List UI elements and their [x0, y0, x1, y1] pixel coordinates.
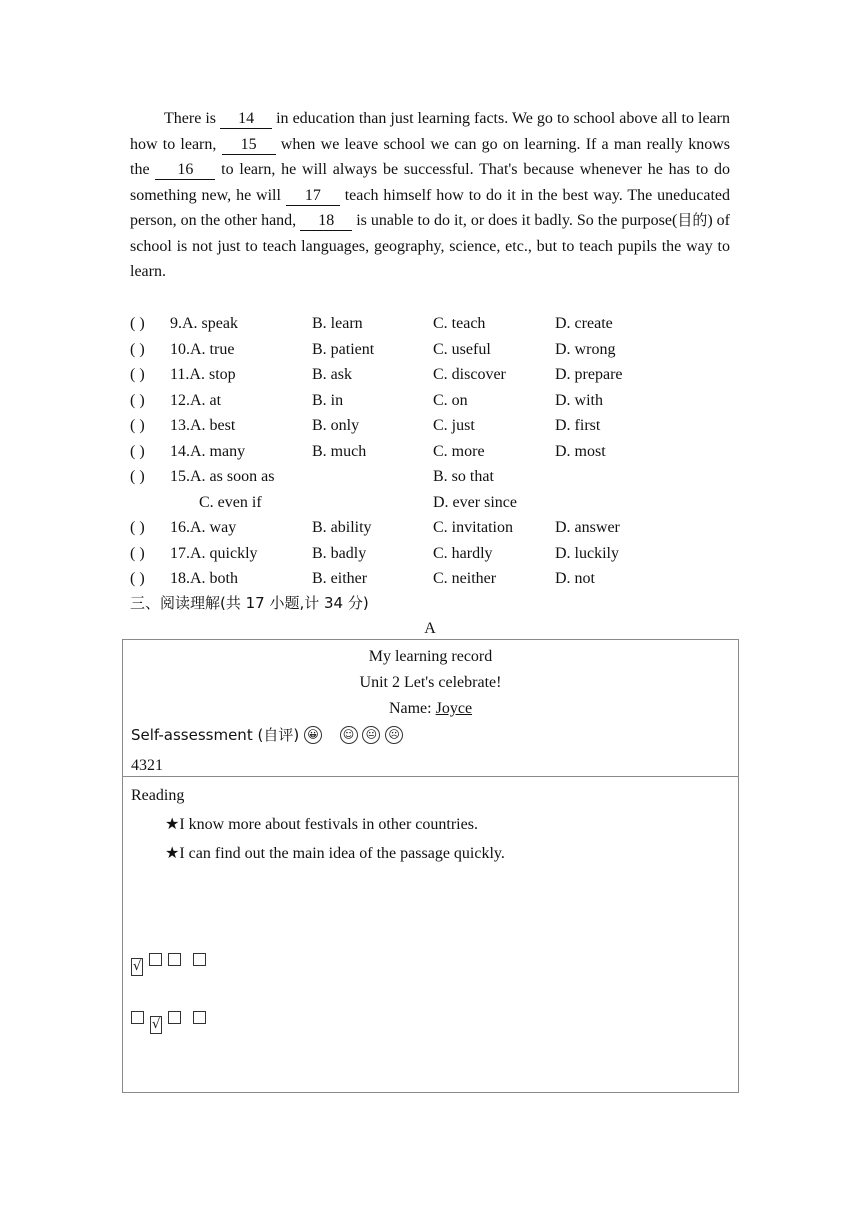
- blank-18: 18: [300, 212, 352, 231]
- grin-face-icon: 😀: [304, 726, 322, 744]
- blank-15: 15: [222, 136, 276, 155]
- option-a: 18.A. both: [170, 570, 238, 587]
- option-row-16: [130, 515, 750, 541]
- option-c: C. even if: [199, 493, 262, 511]
- options-list: [130, 311, 750, 592]
- reading-label: Reading: [131, 787, 185, 804]
- learning-record-table: [122, 639, 739, 1093]
- reading-goal-2: ★I can find out the main idea of the passage quickly.: [165, 845, 505, 862]
- answer-paren[interactable]: ( ): [130, 340, 145, 358]
- passage-text: when we leave school we can go on learning. If a man really knows the: [130, 135, 730, 178]
- name-value: Joyce: [435, 700, 473, 717]
- option-d: D. not: [555, 570, 595, 587]
- option-d: D. luckily: [555, 544, 619, 562]
- option-row-15: [130, 464, 750, 490]
- option-b: B. patient: [312, 340, 375, 358]
- option-a: 9.A. speak: [170, 315, 238, 332]
- option-a: 16.A. way: [170, 519, 237, 536]
- section-title: 三、阅读理解(共 17 小题,计 34 分): [130, 594, 369, 612]
- option-b: B. so that: [433, 468, 494, 485]
- option-d: D. prepare: [555, 366, 623, 383]
- option-b: B. ability: [312, 519, 372, 536]
- option-b: B. ask: [312, 366, 352, 383]
- rating-row-1: [131, 952, 212, 976]
- checked-box-icon[interactable]: √: [133, 959, 142, 974]
- option-row-9: [130, 311, 750, 337]
- option-c: C. on: [433, 391, 468, 409]
- option-row-14: [130, 439, 750, 465]
- checkbox-icon[interactable]: [131, 1011, 144, 1024]
- option-d: D. most: [555, 442, 606, 460]
- passage-paragraph: [130, 106, 730, 285]
- option-d: D. answer: [555, 519, 620, 536]
- checkbox-icon[interactable]: [193, 953, 206, 966]
- option-d: D. with: [555, 391, 603, 409]
- option-row-18: [130, 566, 750, 592]
- option-a: 15.A. as soon as: [170, 468, 275, 485]
- sad-face-icon: ☹: [385, 726, 403, 744]
- cloze-passage: [130, 106, 730, 285]
- option-c: C. neither: [433, 570, 497, 587]
- blank-17: 17: [286, 187, 340, 206]
- option-row-15-cont: [130, 490, 750, 516]
- option-row-17: [130, 541, 750, 567]
- answer-paren[interactable]: ( ): [130, 417, 145, 434]
- blank-16: 16: [155, 161, 215, 180]
- record-unit: Unit 2 Let's celebrate!: [359, 674, 502, 691]
- option-c: C. more: [433, 442, 485, 460]
- reading-goal-1: ★I know more about festivals in other countries.: [165, 816, 478, 833]
- option-row-13: [130, 413, 750, 439]
- option-a: 17.A. quickly: [170, 544, 258, 562]
- checked-box-icon[interactable]: √: [152, 1017, 161, 1032]
- checkbox-icon[interactable]: [193, 1011, 206, 1024]
- option-c: C. teach: [433, 315, 486, 332]
- passage-text: to learn, he will always be successful. That's because whenever he has to do something new, he will: [130, 161, 730, 204]
- answer-paren[interactable]: ( ): [130, 366, 145, 383]
- option-a: 14.A. many: [170, 442, 246, 460]
- passage-text: is unable to do it, or does it badly. So the purpose(: [352, 212, 678, 229]
- option-row-12: [130, 388, 750, 414]
- passage-text: There is: [164, 110, 221, 127]
- option-c: C. discover: [433, 366, 506, 383]
- record-header-cell: [123, 640, 738, 777]
- passage-text: in education than just learning facts. We go to school above all to learn how to learn,: [130, 110, 730, 153]
- record-name: [123, 700, 738, 718]
- answer-paren[interactable]: ( ): [130, 442, 145, 460]
- option-row-11: [130, 362, 750, 388]
- checkbox-icon[interactable]: [168, 953, 181, 966]
- record-title: My learning record: [368, 648, 493, 665]
- checkbox-icon[interactable]: [149, 953, 162, 966]
- answer-paren[interactable]: ( ): [130, 468, 145, 485]
- option-a: 11.A. stop: [170, 366, 236, 383]
- rating-row-2: [131, 1010, 212, 1034]
- option-b: B. learn: [312, 315, 363, 332]
- option-d: D. create: [555, 315, 613, 332]
- option-b: B. badly: [312, 544, 367, 562]
- option-b: B. either: [312, 570, 368, 587]
- name-label: Name:: [388, 700, 436, 717]
- purpose-chinese: 目的: [677, 211, 708, 229]
- option-c: C. hardly: [433, 544, 493, 562]
- option-d: D. wrong: [555, 340, 616, 358]
- option-b: B. much: [312, 442, 367, 460]
- blank-14: 14: [220, 110, 272, 129]
- smile-face-icon: ☺: [340, 726, 358, 744]
- option-c: C. invitation: [433, 519, 513, 536]
- answer-paren[interactable]: ( ): [130, 544, 145, 562]
- option-b: B. only: [312, 417, 360, 434]
- passage-label-a: A: [424, 620, 436, 637]
- option-a: 13.A. best: [170, 417, 236, 434]
- option-row-10: [130, 337, 750, 363]
- answer-paren[interactable]: ( ): [130, 315, 145, 332]
- option-b: B. in: [312, 391, 344, 409]
- option-d: D. first: [555, 417, 601, 434]
- score-scale: 4321: [131, 757, 163, 774]
- passage-text: teach himself how to do it in the best way. The uneducated person, on the other hand,: [130, 186, 730, 229]
- option-c: C. just: [433, 417, 475, 434]
- self-assessment-row: [131, 724, 403, 745]
- option-d: D. ever since: [433, 493, 517, 511]
- option-a: 10.A. true: [170, 340, 235, 358]
- option-a: 12.A. at: [170, 391, 222, 409]
- neutral-face-icon: 😐: [362, 726, 380, 744]
- passage-text: ) of school is not just to teach languages, geography, science, etc., but to teach pupils the way to learn.: [130, 212, 730, 280]
- checkbox-icon[interactable]: [168, 1011, 181, 1024]
- answer-paren[interactable]: ( ): [130, 391, 145, 409]
- option-c: C. useful: [433, 340, 491, 358]
- answer-paren[interactable]: ( ): [130, 519, 145, 536]
- self-assessment-label: Self-assessment (自评): [131, 726, 300, 744]
- answer-paren[interactable]: ( ): [130, 570, 145, 587]
